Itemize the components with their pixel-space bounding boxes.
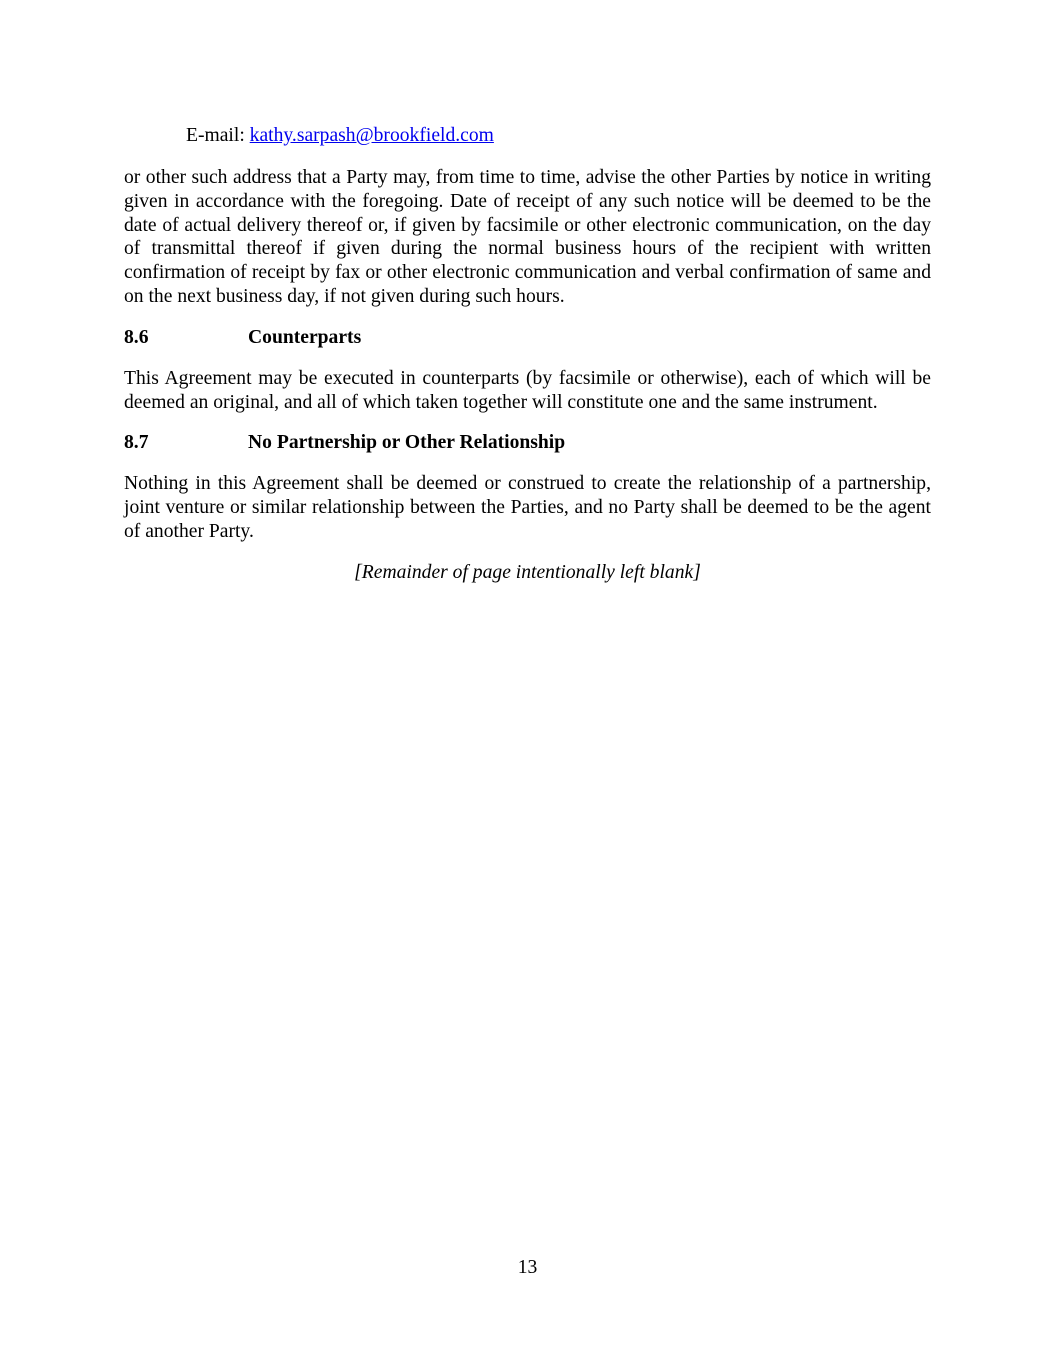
email-link[interactable]: kathy.sarpash@brookfield.com	[249, 125, 494, 146]
section-heading-8-6	[124, 326, 361, 350]
section-body-8-7: Nothing in this Agreement shall be deemed or construed to create the relationship of a partnership, joint venture or similar relationship between the Parties, and no Party shall be deemed to be the agent of another Party.	[124, 473, 931, 542]
section-number: 8.7	[124, 432, 149, 453]
section-title: Counterparts	[248, 327, 362, 348]
notice-paragraph: or other such address that a Party may, from time to time, advise the other Parties by notice in writing given in accordance with the foregoing. Date of receipt of any such notice will be deemed to be the date of actual delivery thereof or, if given by facsimile or other electronic communication, on the day of transmittal thereof if given during the normal business hours of the recipient with written confirmation of receipt by fax or other electronic communication and verbal confirmation of same and on the next business day, if not given during such hours.	[124, 167, 931, 307]
section-heading-8-7	[124, 431, 565, 455]
section-title: No Partnership or Other Relationship	[248, 432, 566, 453]
email-label: E-mail:	[186, 125, 245, 146]
remainder-note: [Remainder of page intentionally left blank]	[354, 562, 701, 583]
email-line	[186, 124, 494, 148]
page-number: 13	[517, 1257, 538, 1278]
section-number: 8.6	[124, 327, 149, 348]
section-body-8-6: This Agreement may be executed in counterparts (by facsimile or otherwise), each of which will be deemed an original, and all of which taken together will constitute one and the same instrument.	[124, 368, 931, 413]
